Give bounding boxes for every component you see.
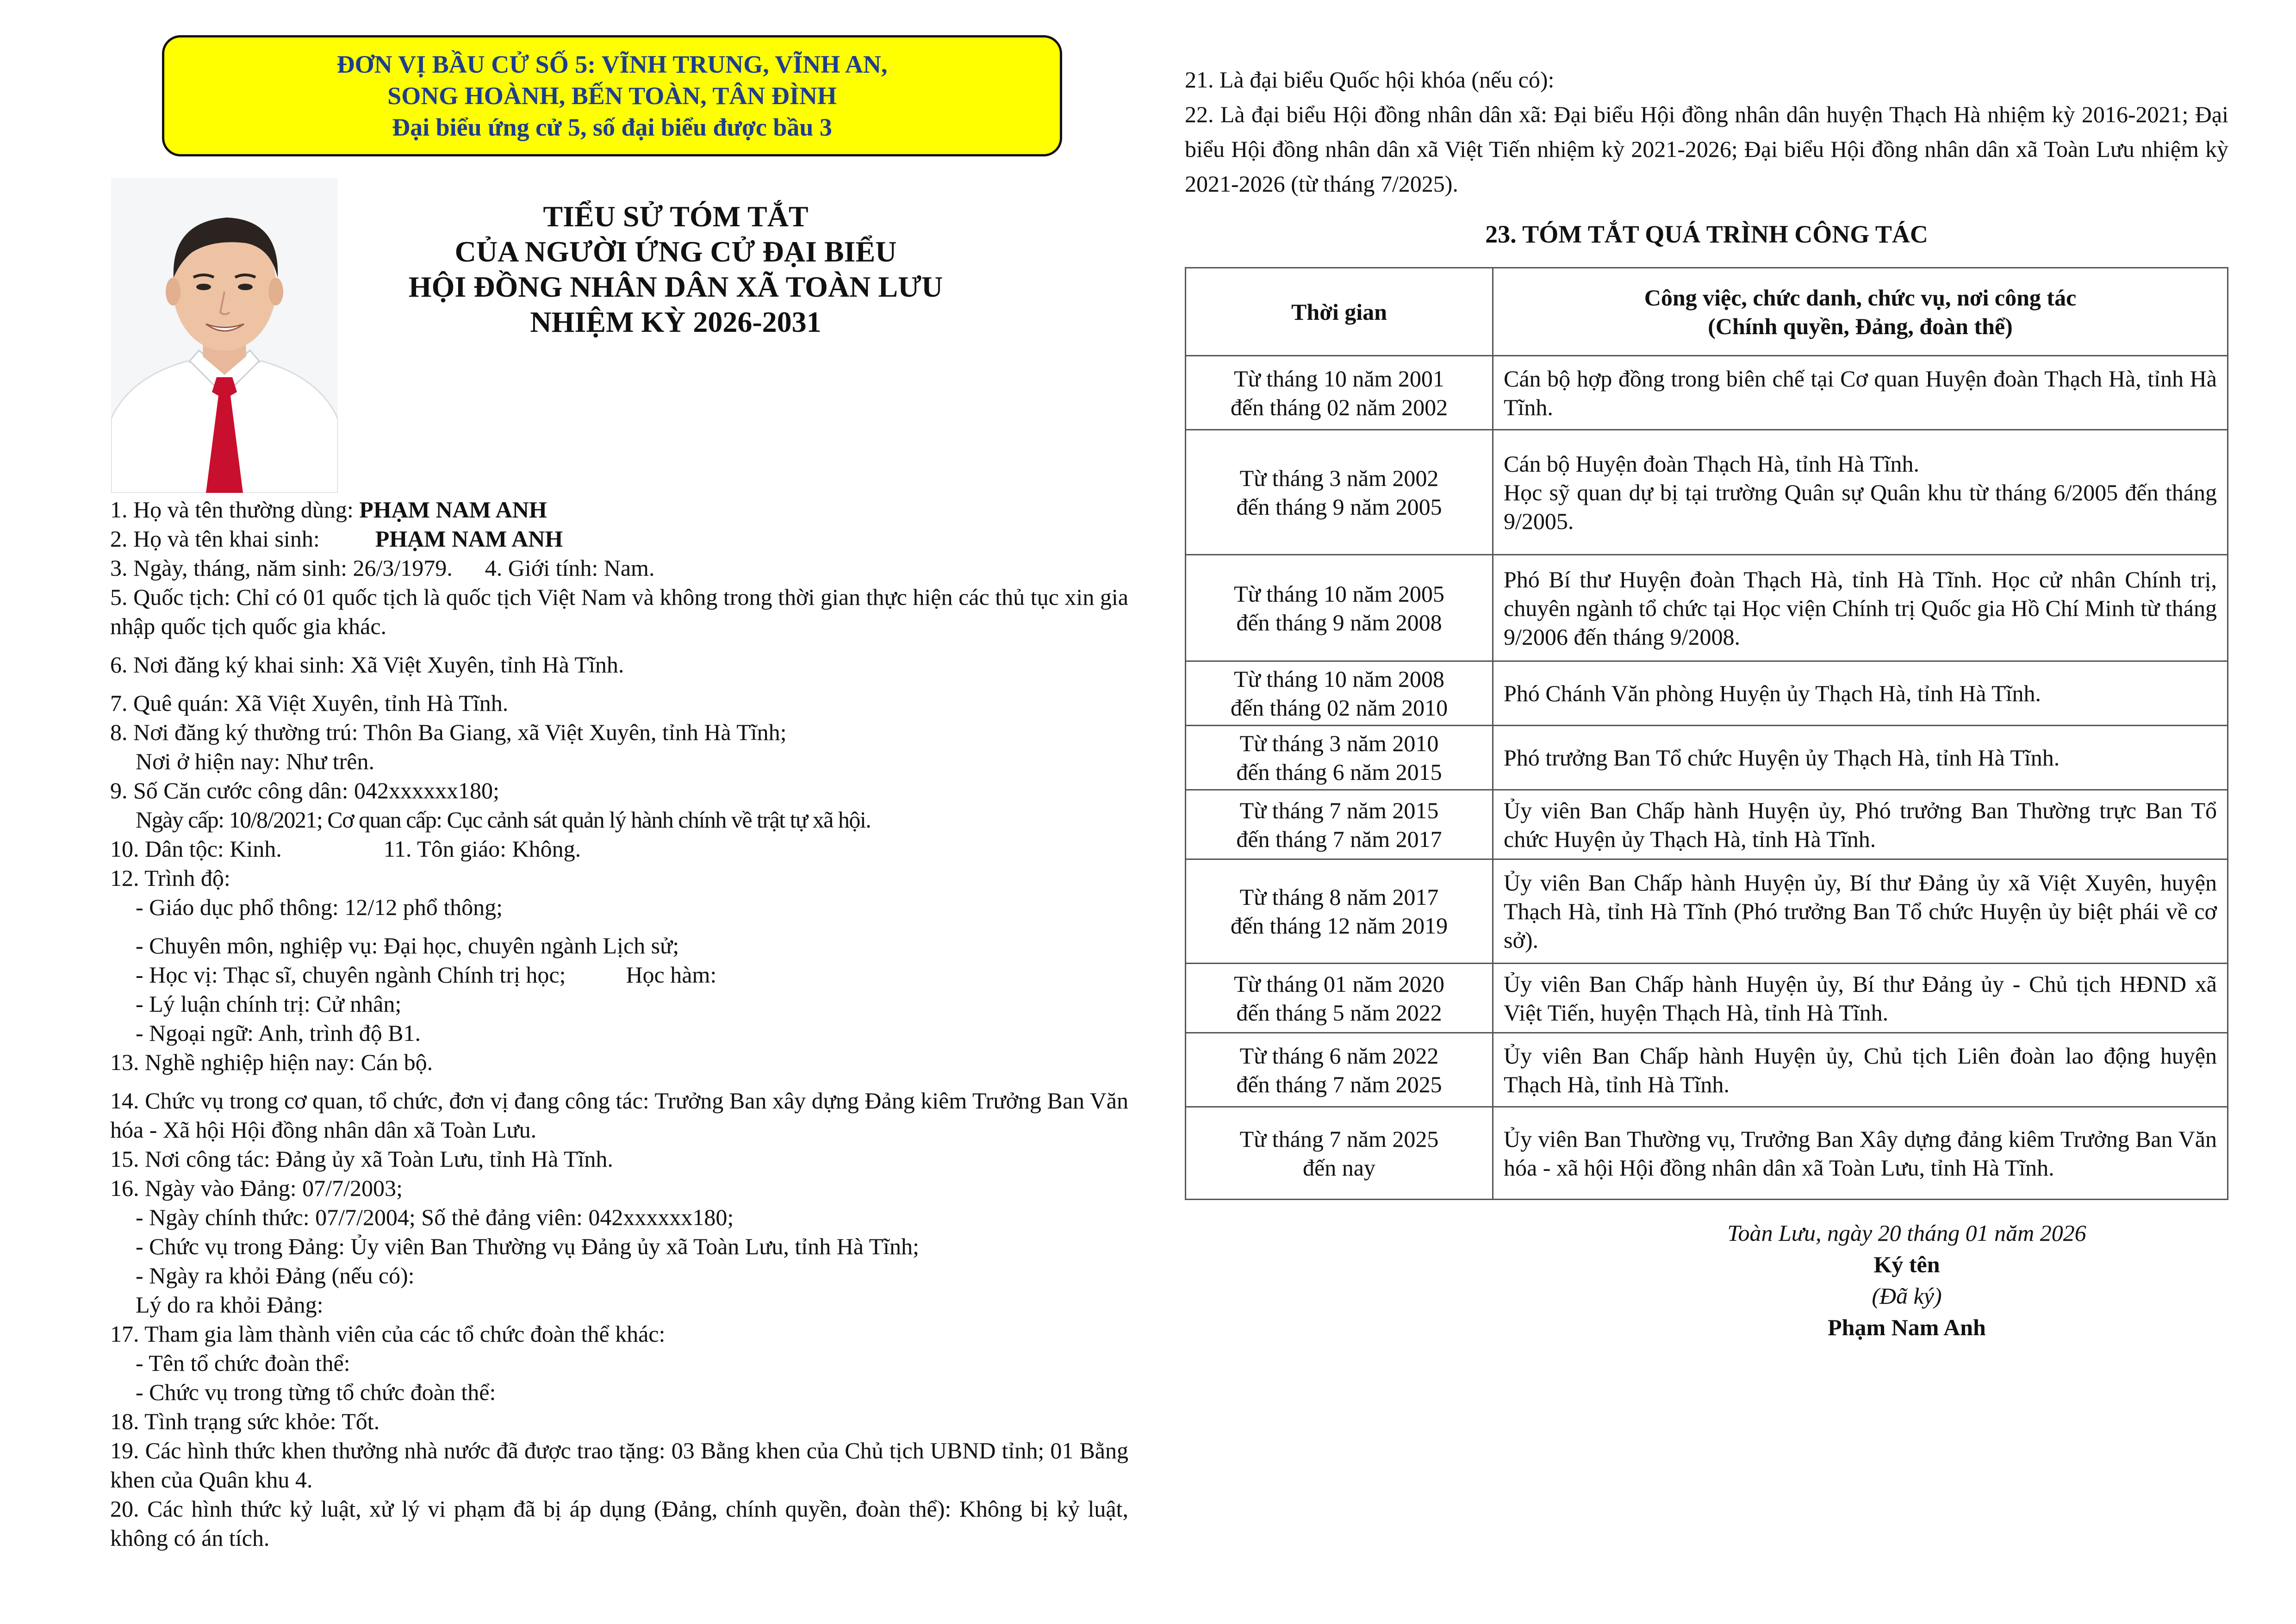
signed-note: (Đã ký) [1872,1283,1942,1309]
bio-item-14: 14. Chức vụ trong cơ quan, tổ chức, đơn vị đang công tác: Trưởng Ban xây dựng Đảng kiêm Trưởng Ban Văn hóa - Xã hội Hội đồng nhân dân xã Toàn Lưu. [110,1088,1128,1143]
ethnicity: 10. Dân tộc: Kinh. [110,836,282,862]
row-job-text: Cán bộ hợp đồng trong biên chế tại Cơ quan Huyện đoàn Thạch Hà, tỉnh Hà Tĩnh. [1504,365,2217,420]
bio-item-17: 17. Tham gia làm thành viên của các tổ chức đoàn thể khác: [110,1321,666,1347]
row-time-to: đến tháng 6 năm 2015 [1236,759,1442,785]
row-time-cell [1186,1107,1493,1200]
row-time-cell [1186,661,1493,726]
signature-label: Ký tên [1873,1251,1940,1277]
bio-item-5: 5. Quốc tịch: Chỉ có 01 quốc tịch là quốc tịch Việt Nam và không trong thời gian thực hiện các thủ tục xin gia nhập quốc tịch quốc gia khác. [110,584,1128,639]
row-time-from: Từ tháng 3 năm 2010 [1239,730,1439,756]
table-row [1186,1107,2228,1200]
row-time-to: đến tháng 7 năm 2025 [1236,1071,1442,1097]
title-line-3: HỘI ĐỒNG NHÂN DÂN XÃ TOÀN LƯU [408,270,943,303]
row-time-to: đến tháng 9 năm 2008 [1236,609,1442,635]
row-job-cell [1493,726,2228,790]
bio-item-15: 15. Nơi công tác: Đảng ủy xã Toàn Lưu, tỉnh Hà Tĩnh. [110,1146,613,1172]
row-job-text: Ủy viên Ban Thường vụ, Trưởng Ban Xây dựng đảng kiêm Trưởng Ban Văn hóa - xã hội Hội đồng nhân dân xã Toàn Lưu, tỉnh Hà Tĩnh. [1504,1126,2217,1181]
bio-item-18: 18. Tình trạng sức khỏe: Tốt. [110,1408,380,1434]
bio-item-12e: - Ngoại ngữ: Anh, trình độ B1. [136,1020,421,1046]
representative-history [1185,62,2228,201]
bio-item-8: 8. Nơi đăng ký thường trú: Thôn Ba Giang, xã Việt Xuyên, tỉnh Hà Tĩnh; [110,719,787,745]
row-time-cell [1186,859,1493,964]
bio-item-9b: Ngày cấp: 10/8/2021; Cơ quan cấp: Cục cảnh sát quản lý hành chính về trật tự xã hội. [136,807,871,833]
unit-line-3: Đại biểu ứng cử 5, số đại biểu được bầu 3 [392,113,832,141]
header-job-line-2: (Chính quyền, Đảng, đoàn thể) [1708,313,2013,339]
row-job-text: Cán bộ Huyện đoàn Thạch Hà, tỉnh Hà Tĩnh. [1504,450,1919,477]
row-job-cell [1493,964,2228,1033]
right-column [1185,62,2228,1200]
row-time-cell [1186,726,1493,790]
row-time-to: đến tháng 7 năm 2017 [1236,826,1442,852]
biography-details [110,495,1128,1553]
table-row [1186,964,2228,1033]
table-header-row [1186,268,2228,356]
bio-item-1 [110,495,1128,524]
bio-item-7: 7. Quê quán: Xã Việt Xuyên, tỉnh Hà Tĩnh. [110,690,509,716]
row-job-cell [1493,859,2228,964]
bio-item-12b: - Chuyên môn, nghiệp vụ: Đại học, chuyên ngành Lịch sử; [136,933,679,958]
row-job-text: Phó Chánh Văn phòng Huyện ủy Thạch Hà, tỉnh Hà Tĩnh. [1504,680,2041,706]
electoral-unit-banner [162,35,1062,156]
bio-item-16b: - Chức vụ trong Đảng: Ủy viên Ban Thường vụ Đảng ủy xã Toàn Lưu, tỉnh Hà Tĩnh; [136,1233,919,1259]
bio-item-16a: - Ngày chính thức: 07/7/2004; Số thẻ đảng viên: 042xxxxxx180; [136,1204,734,1230]
birth-date: 3. Ngày, tháng, năm sinh: 26/3/1979. [110,555,453,581]
table-row [1186,661,2228,726]
bio-item-20: 20. Các hình thức kỷ luật, xử lý vi phạm đã bị áp dụng (Đảng, chính quyền, đoàn thể): Không bị kỷ luật, không có án tích. [110,1496,1128,1551]
row-job-text: Ủy viên Ban Chấp hành Huyện ủy, Bí thư Đảng ủy - Chủ tịch HĐND xã Việt Tiến, huyện Thạch Hà, tỉnh Hà Tĩnh. [1504,971,2217,1026]
bio-item-21: 21. Là đại biểu Quốc hội khóa (nếu có): [1185,67,1555,93]
row-job-cell [1493,1107,2228,1200]
bio-item-10 [110,834,1128,864]
document-title [352,199,1000,340]
bio-item-12a: - Giáo dục phổ thông: 12/12 phổ thông; [136,894,503,920]
row-time-cell [1186,555,1493,661]
signature-block [1648,1217,2166,1343]
bio-item-12d: - Lý luận chính trị: Cử nhân; [136,991,402,1017]
row-job-cell [1493,555,2228,661]
row-time-from: Từ tháng 10 năm 2001 [1234,365,1444,392]
row-time-cell [1186,356,1493,430]
row-job-text: Ủy viên Ban Chấp hành Huyện ủy, Bí thư Đảng ủy xã Việt Xuyên, huyện Thạch Hà, tỉnh Hà Tĩnh (Phó trưởng Ban Tổ chức Huyện ủy biệt phái về cơ sở). [1504,870,2217,953]
bio-item-3 [110,554,1128,583]
portrait-illustration [111,178,338,493]
place-and-date: Toàn Lưu, ngày 20 tháng 01 năm 2026 [1727,1220,2086,1246]
bio-item-8b: Nơi ở hiện nay: Như trên. [136,748,374,774]
row-time-from: Từ tháng 01 năm 2020 [1234,971,1444,997]
bio-item-19: 19. Các hình thức khen thưởng nhà nước đã được trao tặng: 03 Bằng khen của Chủ tịch UBND tỉnh; 01 Bằng khen của Quân khu 4. [110,1437,1128,1493]
row-time-from: Từ tháng 7 năm 2015 [1239,797,1439,823]
row-job-cell [1493,790,2228,859]
table-row [1186,430,2228,555]
row-time-cell [1186,1033,1493,1107]
row-time-cell [1186,964,1493,1033]
row-job-cell [1493,1033,2228,1107]
signer-name: Phạm Nam Anh [1828,1314,1986,1340]
work-history-title: 23. TÓM TẮT QUÁ TRÌNH CÔNG TÁC [1485,220,1928,248]
row-time-to: đến tháng 5 năm 2022 [1236,999,1442,1026]
row-job-text: Phó trưởng Ban Tổ chức Huyện ủy Thạch Hà, tỉnh Hà Tĩnh. [1504,745,2060,771]
row-time-from: Từ tháng 8 năm 2017 [1239,884,1439,910]
bio-item-17b: - Chức vụ trong từng tổ chức đoàn thể: [136,1379,496,1405]
header-job-line-1: Công việc, chức danh, chức vụ, nơi công tác [1644,284,2077,311]
row-job-text: Ủy viên Ban Chấp hành Huyện ủy, Phó trưởng Ban Thường trực Ban Tổ chức Huyện ủy Thạch Hà, tỉnh Hà Tĩnh. [1504,797,2217,852]
degree: - Học vị: Thạc sĩ, chuyên ngành Chính trị học; [136,962,566,988]
bio-item-6: 6. Nơi đăng ký khai sinh: Xã Việt Xuyên, tỉnh Hà Tĩnh. [110,652,624,678]
bio-item-16: 16. Ngày vào Đảng: 07/7/2003; [110,1175,403,1201]
table-row [1186,1033,2228,1107]
row-time-from: Từ tháng 10 năm 2005 [1234,580,1444,607]
header-job [1493,268,2228,356]
table-row [1186,726,2228,790]
title-line-4: NHIỆM KỲ 2026-2031 [530,305,821,338]
academic-rank: Học hàm: [626,962,717,988]
religion: 11. Tôn giáo: Không. [383,836,581,862]
bio-item-9: 9. Số Căn cước công dân: 042xxxxxx180; [110,778,499,803]
table-row [1186,790,2228,859]
row-job-text: Ủy viên Ban Chấp hành Huyện ủy, Chủ tịch Liên đoàn lao động huyện Thạch Hà, tỉnh Hà Tĩnh. [1504,1042,2217,1097]
table-row [1186,859,2228,964]
row-time-to: đến tháng 9 năm 2005 [1236,493,1442,520]
row-time-cell [1186,430,1493,555]
bio-item-16d: Lý do ra khỏi Đảng: [136,1292,324,1318]
bio-item-2 [110,524,1128,554]
row-job-cell [1493,356,2228,430]
bio-item-12: 12. Trình độ: [110,865,230,891]
bio-item-22: 22. Là đại biểu Hội đồng nhân dân xã: Đại biểu Hội đồng nhân dân huyện Thạch Hà nhiệm kỳ 2016-2021; Đại biểu Hội đồng nhân dân xã Việt Tiến nhiệm kỳ 2021-2026; Đại biểu Hội đồng nhân dân xã Toàn Lưu nhiệm kỳ 2021-2026 (từ tháng 7/2025). [1185,101,2228,197]
table-row [1186,356,2228,430]
row-time-to: đến tháng 12 năm 2019 [1230,913,1448,939]
row-time-from: Từ tháng 7 năm 2025 [1239,1126,1439,1152]
bio-item-17a: - Tên tổ chức đoàn thể: [136,1350,350,1376]
row-job-cell [1493,430,2228,555]
row-time-to: đến tháng 02 năm 2010 [1230,695,1448,721]
candidate-photo [111,178,338,493]
gender: 4. Giới tính: Nam. [485,555,655,581]
row-job-text: Phó Bí thư Huyện đoàn Thạch Hà, tỉnh Hà Tĩnh. Học cử nhân Chính trị, chuyên ngành tổ chức tại Học viện Chính trị Quốc gia Hồ Chí Minh từ tháng 9/2006 đến tháng 9/2008. [1504,566,2217,650]
unit-line-1: ĐƠN VỊ BẦU CỬ SỐ 5: VĨNH TRUNG, VĨNH AN, [336,50,888,78]
row-time-to: đến tháng 02 năm 2002 [1230,394,1448,420]
unit-line-2: SONG HOÀNH, BẾN TOÀN, TÂN ĐÌNH [387,82,837,110]
header-time: Thời gian [1186,268,1493,356]
work-history-table [1185,267,2228,1200]
row-job-text: Học sỹ quan dự bị tại trường Quân sự Quân khu từ tháng 6/2005 đến tháng 9/2005. [1504,479,2217,534]
birth-name-value: PHẠM NAM ANH [375,526,563,552]
common-name-label: 1. Họ và tên thường dùng: [110,497,360,523]
title-line-2: CỦA NGƯỜI ỨNG CỬ ĐẠI BIỂU [454,235,897,268]
row-time-from: Từ tháng 6 năm 2022 [1239,1042,1439,1069]
bio-item-16c: - Ngày ra khỏi Đảng (nếu có): [136,1263,415,1288]
row-time-to: đến nay [1303,1154,1375,1181]
row-job-cell [1493,661,2228,726]
common-name-value: PHẠM NAM ANH [359,497,547,523]
birth-name-label: 2. Họ và tên khai sinh: [110,526,320,552]
row-time-from: Từ tháng 3 năm 2002 [1239,465,1439,491]
bio-item-12c [110,960,1128,989]
table-row [1186,555,2228,661]
title-line-1: TIỂU SỬ TÓM TẮT [543,200,809,233]
row-time-cell [1186,790,1493,859]
row-time-from: Từ tháng 10 năm 2008 [1234,666,1444,692]
bio-item-13: 13. Nghề nghiệp hiện nay: Cán bộ. [110,1049,433,1075]
